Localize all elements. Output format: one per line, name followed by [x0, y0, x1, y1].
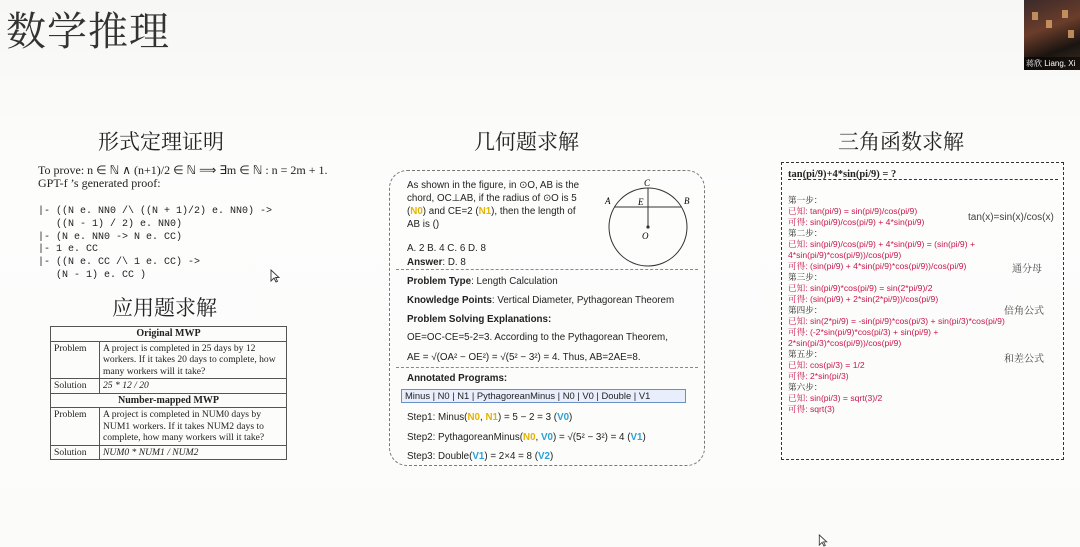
step-text: Step3: Double(: [407, 451, 473, 462]
step-label: 第五步：: [788, 349, 823, 359]
step-3: [407, 450, 553, 463]
kp-value: : Vertical Diameter, Pythagorean Theorem: [491, 295, 675, 306]
step-line: 已知: sin(2*pi/9) = -sin(pi/9)*cos(pi/3) + sin(pi/3)*cos(pi/9): [788, 316, 1005, 326]
n0-tag: N0: [467, 412, 480, 423]
comma: ,: [479, 412, 486, 423]
step-2: [407, 431, 646, 444]
circle-figure: [604, 177, 696, 269]
step-text: Step2: PythagoreanMinus(: [407, 432, 523, 443]
question-text: ) and CE=2 (: [422, 206, 479, 217]
close-paren: ): [642, 432, 646, 443]
type-value: : Length Calculation: [471, 276, 558, 287]
note-common-denominator: 通分母: [1012, 264, 1042, 275]
proof-line: |- 1 e. CC: [38, 244, 99, 256]
problem-type: [407, 275, 558, 288]
step-line: 可得: sqrt(3): [788, 404, 835, 414]
answer-value: : D. 8: [442, 257, 466, 268]
explanation-line-1: OE=OC-CE=5-2=3. According to the Pythagorean Theorem,: [407, 332, 668, 343]
separator: [788, 179, 1058, 180]
step-text: ) = 2×4 = 8 (: [484, 451, 538, 462]
mwp-problem-text: A project is completed in 25 days by 12 workers. If it takes 20 days to complete, how many workers will it take?: [100, 341, 287, 379]
camera-name: 蒋欣 Liang, Xi: [1024, 57, 1080, 70]
step-line: 可得: 2*sin(pi/3): [788, 371, 849, 381]
step-text: ) = √(5² − 3²) = 4 (: [552, 432, 631, 443]
proof-line: |- ((N e. CC /\ 1 e. CC) ->: [38, 257, 201, 269]
geometry-answer: [407, 256, 466, 269]
label-o: O: [642, 231, 649, 241]
step-label: 第四步：: [788, 305, 823, 315]
camera-light: [1046, 20, 1052, 28]
section-title-geometry: 几何题求解: [474, 130, 579, 154]
step-text: ) = 5 − 2 = 3 (: [497, 412, 558, 423]
step-line: 可得: (-2*sin(pi/9)*cos(pi/3) + sin(pi/9) +: [788, 327, 939, 337]
step-line: 可得: (sin(pi/9) + 4*sin(pi/9)*cos(pi/9))/cos(pi/9): [788, 261, 967, 271]
trig-steps: [788, 195, 1060, 415]
geometry-question: [407, 179, 590, 231]
mwp-table: [50, 326, 287, 460]
step-line: 已知: sin(pi/9)*cos(pi/9) = sin(2*pi/9)/2: [788, 283, 933, 293]
programs-label: [407, 372, 507, 385]
step-label: 第一步：: [788, 195, 823, 205]
n0-tag: N0: [410, 206, 423, 217]
programs-label-text: Annotated Programs:: [407, 373, 508, 384]
step-1: [407, 411, 572, 424]
close-paren: ): [569, 412, 573, 423]
mwp-mapped-problem-label: Problem: [51, 408, 100, 446]
mwp-mapped-header: Number-mapped MWP: [51, 393, 287, 408]
close-paren: ): [549, 451, 554, 462]
camera-light: [1068, 30, 1074, 38]
explanation-line-2: AE = √(OA² − OE²) = √(5² − 3²) = 4. Thus, AB=2AE=8.: [407, 352, 641, 363]
question-text: ), then the length of AB is (): [407, 206, 576, 230]
label-a: A: [605, 196, 611, 206]
note-tan-identity: tan(x)=sin(x)/cos(x): [968, 212, 1054, 223]
proof-statement: To prove: n ∈ ℕ ∧ (n+1)/2 ∈ ℕ ⟹ ∃m ∈ ℕ : n = 2m + 1.: [38, 163, 328, 177]
step-line: 已知: sin(pi/3) = sqrt(3)/2: [788, 393, 883, 403]
geometry-options: A. 2 B. 4 C. 6 D. 8: [407, 243, 486, 254]
step-label: 第二步：: [788, 228, 823, 238]
mwp-solution-text: 25 * 12 / 20: [100, 379, 287, 394]
section-title-trig: 三角函数求解: [838, 130, 964, 154]
step-line: 已知: sin(pi/9)/cos(pi/9) + 4*sin(pi/9) = (sin(pi/9) +: [788, 239, 975, 249]
type-label: Problem Type: [407, 276, 472, 287]
camera-thumbnail[interactable]: [1024, 0, 1080, 70]
v1-tag: V1: [630, 432, 643, 443]
section-title-formal: 形式定理证明: [98, 130, 224, 154]
answer-label: Answer: [407, 257, 443, 268]
mwp-solution-label: Solution: [51, 379, 100, 394]
question-text: As shown in the figure, in ⊙O, AB is the chord, OC⊥AB, if the radius of ⊙O is 5 (: [407, 180, 580, 217]
trig-equation: tan(pi/9)+4*sin(pi/9) = ?: [788, 169, 897, 180]
step-label: 第六步：: [788, 382, 823, 392]
proof-line: (N - 1) e. CC ): [38, 269, 147, 281]
step-line: 4*sin(pi/9)*cos(pi/9))/cos(pi/9): [788, 250, 902, 260]
explanation-label: [407, 313, 551, 326]
camera-light: [1062, 10, 1068, 18]
proof-line: ((N - 1) / 2) e. NN0): [38, 218, 183, 230]
proof-line: |- ((N e. NN0 /\ ((N + 1)/2) e. NN0) ->: [38, 205, 273, 217]
n0-tag: N0: [523, 432, 536, 443]
n1-tag: N1: [478, 206, 492, 217]
n1-tag: N1: [485, 412, 498, 423]
separator: [396, 367, 698, 368]
step-text: Step1: Minus(: [407, 412, 468, 423]
exp-label: Problem Solving Explanations:: [407, 314, 552, 325]
step-line: 已知: tan(pi/9) = sin(pi/9)/cos(pi/9): [788, 206, 918, 216]
label-b: B: [684, 196, 690, 206]
mwp-mapped-solution-label: Solution: [51, 445, 100, 460]
separator: [396, 269, 698, 270]
proof-generated-label: GPT-f ’s generated proof:: [38, 175, 161, 190]
section-title-applied: 应用题求解: [112, 296, 217, 320]
formal-proof: [38, 164, 338, 308]
mwp-mapped-problem: A project is completed in NUM0 days by NUM1 workers. If it takes NUM2 days to complete, how many workers will it take?: [100, 408, 287, 446]
mwp-original-header: Original MWP: [51, 327, 287, 342]
step-label: 第三步：: [788, 272, 823, 282]
program-sequence: Minus | N0 | N1 | PythagoreanMinus | N0 | V0 | Double | V1: [401, 389, 686, 403]
note-sum-difference: 和差公式: [1004, 354, 1044, 365]
camera-light: [1032, 12, 1038, 20]
proof-line: |- (N e. NN0 -> N e. CC): [38, 231, 183, 243]
cursor-icon: [818, 534, 828, 547]
trig-panel: [781, 162, 1064, 460]
knowledge-points: [407, 294, 674, 307]
v0-tag: V0: [540, 432, 553, 443]
kp-label: Knowledge Points: [407, 295, 492, 306]
note-double-angle: 倍角公式: [1004, 306, 1044, 317]
step-line: 可得: (sin(pi/9) + 2*sin(2*pi/9))/cos(pi/9): [788, 294, 939, 304]
proof-code: [38, 193, 338, 308]
v2-tag: V2: [538, 451, 550, 462]
mwp-problem-label: Problem: [51, 341, 100, 379]
step-line: 已知: cos(pi/3) = 1/2: [788, 360, 865, 370]
label-e: E: [638, 197, 644, 207]
label-c: C: [644, 178, 651, 188]
cursor-icon: [270, 269, 280, 283]
geometry-panel: [389, 170, 705, 466]
step-line: 可得: sin(pi/9)/cos(pi/9) + 4*sin(pi/9): [788, 217, 925, 227]
mwp-mapped-solution: NUM0 * NUM1 / NUM2: [100, 445, 287, 460]
step-line: 2*sin(pi/3)*cos(pi/9))/cos(pi/9): [788, 338, 902, 348]
v1-tag: V1: [472, 451, 485, 462]
v0-tag: V0: [557, 412, 570, 423]
comma: ,: [535, 432, 541, 443]
slide-title: 数学推理: [6, 9, 170, 55]
